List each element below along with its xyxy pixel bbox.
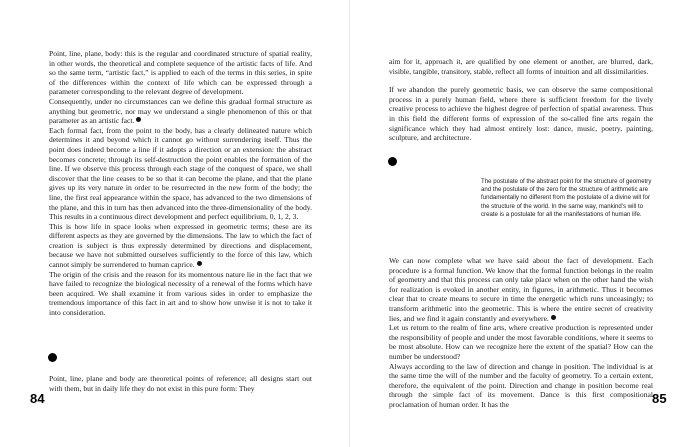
section-dot-icon (48, 353, 57, 362)
left-paragraph-2 (49, 97, 312, 126)
right-bottom-text (389, 256, 653, 410)
right-paragraph-1: aim for it, approach it, are qualified by one element or another, are blurred, dark, visible, tangible, transitory, stable, reflect all forms of intuition and all dissimilarities. (389, 57, 653, 76)
right-paragraph-5: Always according to the law of direction and change in position. The individual is at the same time the will of the number and the faculty of geometry. To a certain extent, therefore, the equivalent of the point. Direction and change in position become real through the simple fact of its movement. Dance is this first compositional proclamation of human order. It has the (389, 361, 653, 409)
left-paragraph-3: Each formal fact, from the point to the body, has a clearly delineated nature which determines it and beyond which it cannot go without surrendering itself. Thus the point does indeed become a line if it adopts a direction or an extension: the abstract becomes concrete; through its self-destruction the point enables the formation of the line. If we observe this process through each stage of the conquest of space, we shall discover that the line ceases to be so that it can become the plane, and that the plane gives up its very nature in order to be resurrected in the new form of the body; the line, the first real appearance within the space, has advanced to the two dimensions of the plane, and this in turn has then advanced into the three-dimensionality of the body. This results in a continuous direct development and perfect equilibrium, 0, 1, 2, 3. (49, 125, 312, 222)
left-paragraph-4 (49, 222, 312, 270)
left-paragraph-2-text: Consequently, under no circumstances can we define this gradual formal structure as anything but geometric, nor may we understand a single phenomenon of this or that parameter as an artistic fact. (49, 96, 312, 126)
end-mark-icon (197, 261, 202, 266)
end-mark-icon (551, 315, 556, 320)
right-page (350, 0, 699, 447)
right-paragraph-3-text: We can now complete what we have said about the fact of development. Each procedure is a formal function. We know that the formal function belongs in the realm of geometry and that this process can only take place when on the other hand the wish for realization is evoked in another entity, in figures, in arithmetic. Thus it becomes clear that to create means to secure in time the energetic which runs unceasingly; to transform arithmetic into the geometric. This is where the entire secret of creativity lies, and we find it again constantly and everywhere. (389, 256, 653, 323)
left-paragraph-1: Point, line, plane, body: this is the regular and coordinated structure of spatial reality, in other words, the theoretical and complete sequence of the artistic facts of life. And so the same term, “artistic fact,” is applied to each of the terms in this series, in spite of the differences within the context of life which can be expressed through a parameter corresponding to the relevant degree of development. (49, 49, 312, 97)
left-page (0, 0, 349, 447)
left-paragraph-4-text: This is how life in space looks when expressed in geometric terms; these are its different aspects as they are governed by the dimensions. The law to which the fact of creation is subject is thus expressly determined by directions and displacement, because we have not submitted ourselves sufficiently to the force of this law, which cannot simply be surrendered to human caprice. (49, 221, 312, 270)
left-paragraph-after-dot (49, 374, 312, 393)
right-paragraph-2: If we abandon the purely geometric basis, we can observe the same compositional process in a purely human field, where there is sufficient freedom for the lively creative process to achieve the highest degree of perfection of spatial awareness. Thus in this field the different forms of expression of the so-called fine arts regain the significance which they had almost entirely lost: dance, music, poetry, painting, sculpture, and architecture. (389, 85, 653, 143)
section-dot-icon (388, 157, 397, 166)
right-paragraph-3 (389, 256, 653, 323)
right-top-text (389, 57, 653, 143)
right-paragraph-4: Let us return to the realm of fine arts, where creative production is represented under the responsibility of people and under the most favorable conditions, where it seems to be most absolute. How can we recognize here the extent of the spatial? How can the number be understood? (389, 323, 653, 361)
page-number-left: 84 (30, 391, 45, 406)
left-main-text (49, 49, 312, 318)
pull-quote: The postulate of the abstract point for the structure of geometry and the postulate of the zero for the structure of arithmetic are fundamentally no different from the postulate of a divine will for the structure of the world. In the same way, mankind’s will to create is a postulate for all the manifestations of human life. (481, 178, 652, 218)
left-paragraph-5: The origin of the crisis and the reason for its momentous nature lie in the fact that we have failed to recognize the biological necessity of a renewal of the forms which have been acquired. We shall examine it from various sides in order to emphasize the tremendous importance of this fact in art and to show how unwise it is not to take it into consideration. (49, 269, 312, 318)
left-paragraph-6: Point, line, plane and body are theoretical points of reference; all designs start out with them, but in daily life they do not exist in this pure form: They (49, 374, 312, 393)
end-mark-icon (136, 117, 141, 122)
page-number-right: 85 (652, 391, 667, 406)
